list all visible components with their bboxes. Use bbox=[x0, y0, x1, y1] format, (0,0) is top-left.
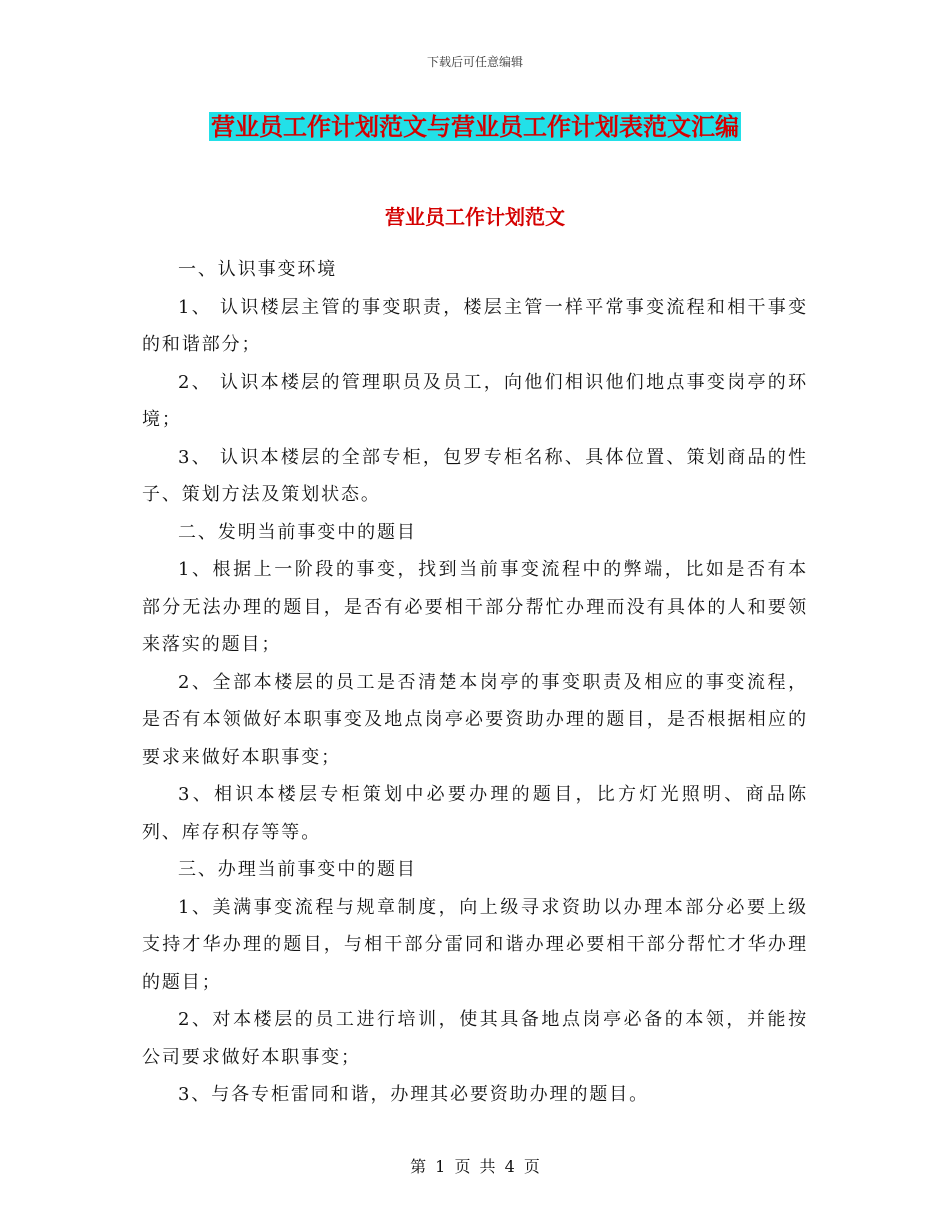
page-footer: 第 1 页 共 4 页 bbox=[410, 1157, 540, 1176]
paragraph: 1、 认识楼层主管的事变职责，楼层主管一样平常事变流程和相干事变的和谐部分； bbox=[142, 296, 808, 355]
document-title-text: 营业员工作计划范文与营业员工作计划表范文汇编 bbox=[211, 112, 739, 141]
paragraph: 3、与各专柜雷同和谐，办理其必要资助办理的题目。 bbox=[178, 1084, 650, 1105]
paragraph: 3、 认识本楼层的全部专柜，包罗专柜名称、具体位置、策划商品的性子、策划方法及策划状态。 bbox=[142, 446, 808, 505]
paragraph: 1、根据上一阶段的事变，找到当前事变流程中的弊端，比如是否有本部分无法办理的题目，是否有必要相干部分帮忙办理而没有具体的人和要领来落实的题目； bbox=[142, 559, 808, 655]
section-title: 营业员工作计划范文 bbox=[385, 205, 565, 229]
paragraph: 三、办理当前事变中的题目 bbox=[178, 859, 417, 880]
paragraph: 3、相识本楼层专柜策划中必要办理的题目，比方灯光照明、商品陈列、库存积存等等。 bbox=[142, 784, 808, 843]
paragraph: 2、 认识本楼层的管理职员及员工，向他们相识他们地点事变岗亭的环境； bbox=[142, 371, 808, 430]
header-note: 下载后可任意编辑 bbox=[426, 55, 523, 69]
document-title bbox=[0, 110, 950, 144]
paragraph: 1、美满事变流程与规章制度，向上级寻求资助以办理本部分必要上级支持才华办理的题目，与相干部分雷同和谐办理必要相干部分帮忙才华办理的题目； bbox=[142, 896, 808, 993]
paragraph: 2、对本楼层的员工进行培训，使其具备地点岗亭必备的本领，并能按公司要求做好本职事变； bbox=[142, 1009, 808, 1068]
document-body bbox=[142, 251, 808, 1114]
paragraph: 一、认识事变环境 bbox=[178, 259, 338, 280]
paragraph: 二、发明当前事变中的题目 bbox=[178, 521, 417, 543]
paragraph: 2、全部本楼层的员工是否清楚本岗亭的事变职责及相应的事变流程，是否有本领做好本职事变及地点岗亭必要资助办理的题目，是否根据相应的要求来做好本职事变； bbox=[142, 671, 808, 768]
